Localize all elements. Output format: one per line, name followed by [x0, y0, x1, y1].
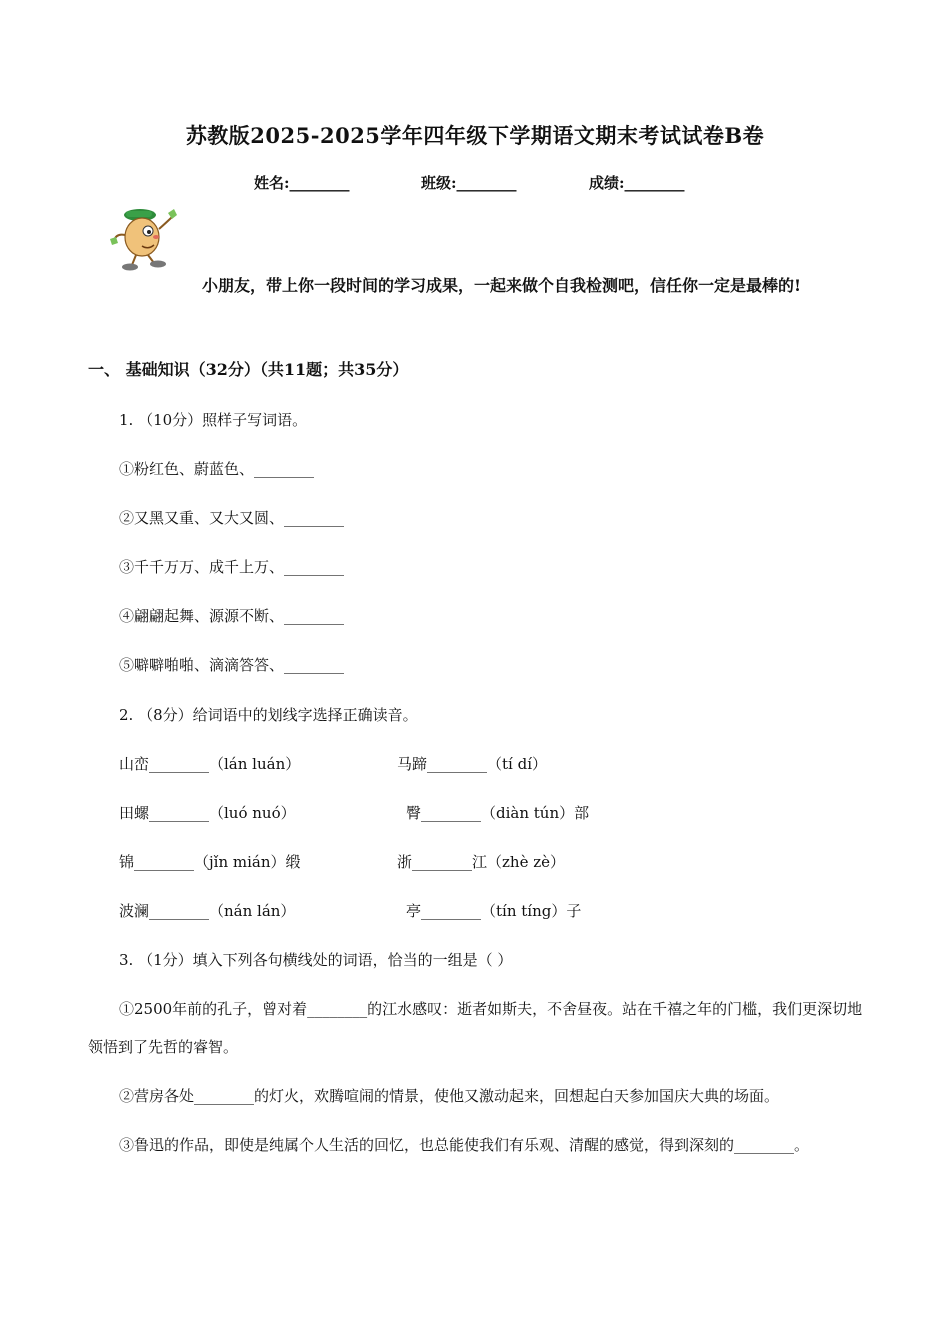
q2-left-item: 山峦________（lán luán）: [119, 755, 301, 773]
score-field[interactable]: 成绩:________: [589, 174, 685, 192]
page-title: 苏教版2025-2025学年四年级下学期语文期末考试试卷B卷: [185, 123, 765, 148]
q1-item: ①粉红色、蔚蓝色、________: [119, 460, 315, 478]
intro-text: 小朋友，带上你一段时间的学习成果，一起来做个自我检测吧，信任你一定是最棒的!: [202, 276, 802, 295]
q3-sentence-3: ③鲁迅的作品，即使是纯属个人生活的回忆，也总能使我们有乐观、清醒的感觉，得到深刻的________。: [119, 1136, 810, 1154]
mascot-icon: [108, 203, 188, 273]
q1-item: ⑤噼噼啪啪、滴滴答答、________: [119, 656, 345, 674]
name-field[interactable]: 姓名:________: [254, 174, 350, 192]
q1-item: ④翩翩起舞、源源不断、________: [119, 607, 345, 625]
q2-right-item: 马蹄________（tí dí）: [397, 755, 547, 773]
q2-left-item: 锦________（jǐn mián）缎: [119, 853, 301, 871]
question-3-stem: 3. （1分）填入下列各句横线处的词语，恰当的一组是（ ）: [119, 951, 513, 969]
question-1-stem: 1. （10分）照样子写词语。: [119, 411, 308, 429]
q2-right-item: 亭________（tín tíng）子: [406, 902, 582, 920]
question-2-stem: 2. （8分）给词语中的划线字选择正确读音。: [119, 706, 418, 724]
section-heading: 一、 基础知识（32分）（共11题；共35分）: [88, 360, 409, 379]
q1-item: ③千千万万、成千上万、________: [119, 558, 345, 576]
q2-right-item: 臀________（diàn tún）部: [406, 804, 590, 822]
q1-item: ②又黑又重、又大又圆、________: [119, 509, 345, 527]
class-field[interactable]: 班级:________: [421, 174, 517, 192]
q2-left-item: 波澜________（nán lán）: [119, 902, 296, 920]
q3-sentence-2: ②营房各处________的灯火，欢腾喧闹的情景，使他又激动起来，回想起白天参加国庆大典的场面。: [119, 1087, 780, 1105]
q2-left-item: 田螺________（luó nuó）: [119, 804, 296, 822]
q2-right-item: 浙________江（zhè zè）: [397, 853, 565, 871]
q3-sentence-1: ①2500年前的孔子，曾对着________的江水感叹：逝者如斯夫，不舍昼夜。站在千禧之年的门槛，我们更深切地领悟到了先哲的睿智。: [88, 1000, 863, 1056]
